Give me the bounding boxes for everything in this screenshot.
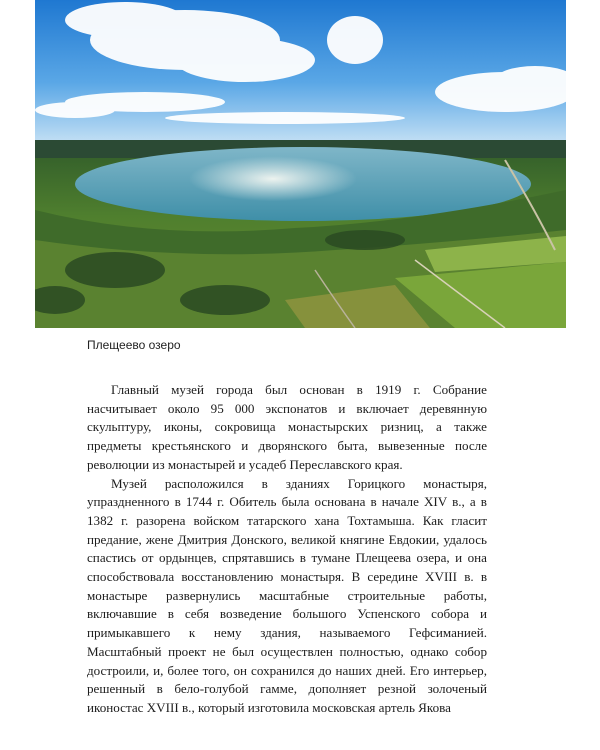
article-body <box>87 381 487 718</box>
lake-photo <box>35 0 566 328</box>
lake-photo-illustration <box>35 0 566 328</box>
paragraph-1: Главный музей города был основан в 1919 г. Собрание насчитывает около 95 000 экспонатов и включает деревянную скульптуру, иконы, сокровища монастырских ризниц, а также предметы крестьянского и дворянского быта, вывезенные после революции из монастырей и усадеб Переславского края. <box>87 382 487 472</box>
figure-caption: Плещеево озеро <box>87 338 181 352</box>
paragraph-2: Музей расположился в зданиях Горицкого монастыря, упраздненного в 1744 г. Обитель была основана в начале XIV в., а в 1382 г. разорена войском татарского хана Тохтамыша. Как гласит предание, жене Дмитрия Донского, великой княгине Евдокии, удалось спастись от ордынцев, спрятавшись в тумане Плещеева озера, и она способствовала восстановлению монастыря. В середине XVIII в. в монастыре развернулись масштабные строительные работы, включавшие в себя возведение большого Успенского собора и примыкавшего к нему здания, называемого Гефсиманией. Масштабный проект не был осуществлен полностью, однако собор достроили, и, более того, он сохранился до наших дней. Его интерьер, решенный в бело-голубой гамме, дополняет резной золоченый иконостас XVIII в., который изготовила московская артель Якова <box>87 475 487 715</box>
